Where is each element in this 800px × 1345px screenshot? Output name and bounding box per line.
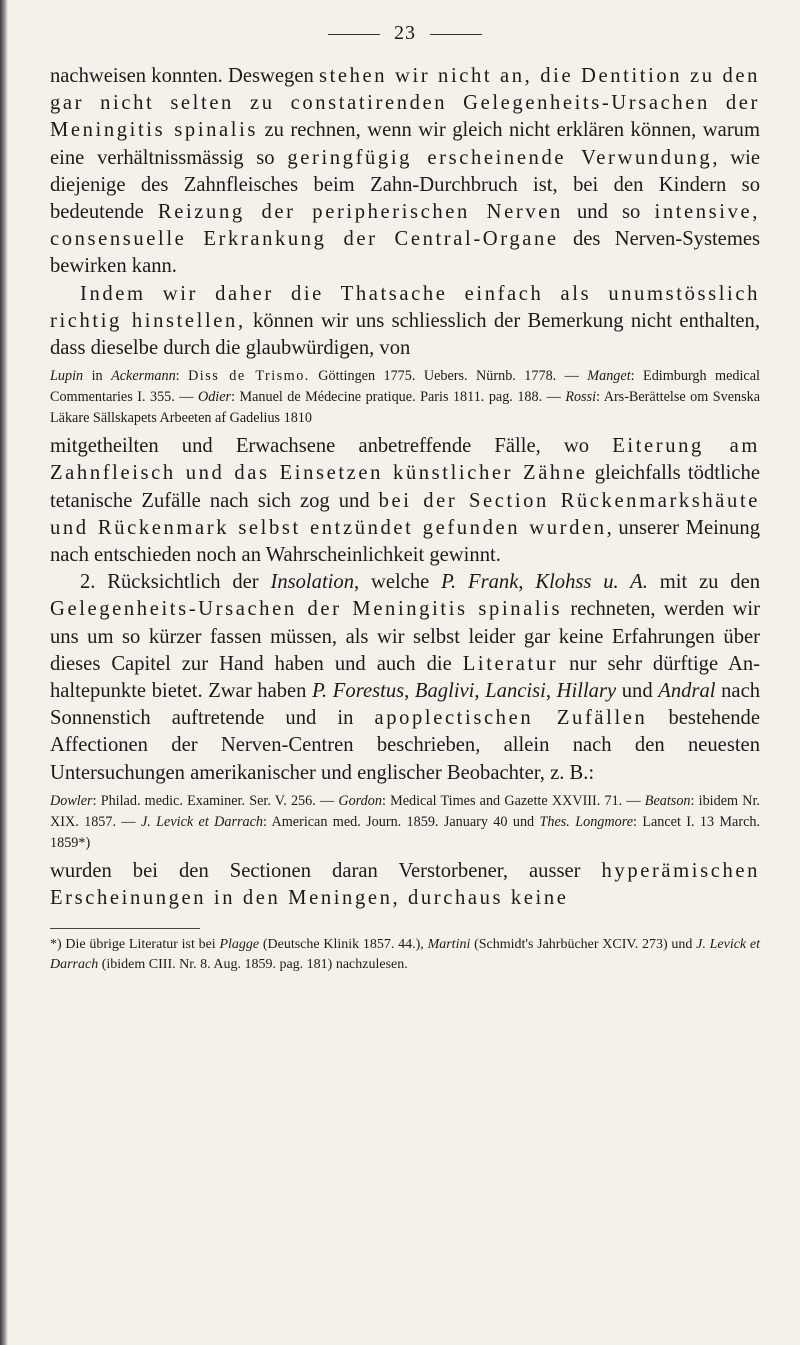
paragraph-dentition (50, 63, 760, 281)
italic-term: Insolation (270, 571, 354, 594)
author-name: Martini (427, 937, 471, 953)
author-name: Rossi (565, 389, 597, 406)
ref-text: : (175, 368, 189, 385)
text-run: nur sehr dürftige Anhaltepunkte bietet. Zwar haben (50, 652, 760, 703)
text-run: , wie diejenige des Zahnfleisches beim Zahn-Durchbruch ist, bei den Kindern so bedeutende (50, 146, 760, 224)
footnote-text: (Schmidt's Jahrbücher XCIV. 273) und (470, 937, 697, 953)
page-number-line (50, 22, 760, 45)
author-name: Beatson (644, 792, 691, 809)
page-binding-edge (0, 0, 8, 1345)
text-run: , unserer Meinung nach entschieden noch an Wahrscheinlichkeit gewinnt. (50, 516, 760, 567)
author-name: J. Levick et Darrach (140, 813, 263, 830)
text-run: 2. Rücksichtlich der (80, 571, 271, 594)
footnote-text: *) Die übrige Literatur ist bei (50, 937, 220, 953)
spaced-emphasis: hyperämischen Erscheinungen in den Meningen, durchaus keine (50, 859, 760, 910)
author-name: Ackermann (111, 368, 176, 385)
footnote-text: (ibidem CIII. Nr. 8. Aug. 1859. pag. 181) nachzulesen. (98, 957, 408, 973)
author-name: Klohss u. A. (535, 571, 648, 594)
text-run: bestehende Affectionen der Nerven-Centren beschrieben, allein nach den neuesten Untersuchungen amerikanischer und englischer Beobachter, z. B.: (50, 707, 760, 784)
ref-title-spaced: Diss de Trismo. (188, 368, 310, 385)
dash-left (328, 34, 380, 35)
text-run: mitgetheilten und Erwachsene anbetreffende Fälle, wo (50, 435, 613, 458)
spaced-emphasis: apoplectischen Zufällen (374, 707, 648, 730)
paragraph-eiterung (50, 433, 760, 569)
spaced-emphasis: stehen wir nicht an, die Dentition zu den gar nicht selten zu constatirenden Gelegenheits-Ursachen der Meningitis spinalis (50, 65, 760, 142)
text-run: und (616, 680, 659, 703)
ref-text: : Philad. medic. Examiner. Ser. V. 256. — (92, 792, 339, 809)
spaced-emphasis: Eiterung am Zahnfleisch und das Einsetzen künstlicher Zähne (50, 435, 760, 485)
author-name: Odier (197, 389, 232, 406)
spaced-emphasis: Reizung der peripherischen Nerven (157, 201, 563, 224)
author-name: P. Forestus (312, 680, 405, 703)
text-run: , (518, 571, 536, 594)
text-run: wurden bei den Sectionen daran Verstorbener, ausser (50, 859, 602, 882)
author-name: Lancisi (485, 680, 546, 703)
author-name: Andral (658, 680, 716, 703)
ref-text: : Ars-Berättelse om Svenska Läkare Sällskapets Arbeeten af Gadelius 1810 (50, 389, 761, 427)
ref-text: : Medical Times and Gazette XXVIII. 71. — (381, 792, 645, 809)
author-name: J. Levick et Darrach (50, 937, 760, 973)
book-page (50, 22, 760, 975)
author-name: Thes. Longmore (539, 813, 634, 830)
references-block-1 (50, 366, 760, 429)
author-name: P. Frank (441, 571, 519, 594)
text-run: , (404, 680, 415, 703)
author-name: Lupin (50, 368, 84, 385)
footnote-rule (50, 928, 200, 929)
paragraph-insolation (50, 569, 760, 787)
footnote (50, 935, 760, 975)
text-run: zu rechnen, wenn wir gleich nicht erklären können, warum eine verhältnissmässig so (50, 119, 760, 169)
ref-text: : Manuel de Médecine pratique. Paris 1811. pag. 188. — (231, 389, 566, 406)
paragraph-sectionen (50, 858, 760, 912)
ref-text: : Lancet I. 13 March. 1859*) (50, 813, 761, 851)
text-run: , (545, 680, 557, 703)
page-number: 23 (394, 22, 416, 44)
text-run: mit zu den (647, 571, 761, 594)
spaced-emphasis: Gelegenheits-Ursachen der Meningitis spinalis (50, 598, 563, 621)
spaced-emphasis: bei der Section Rückenmarkshäute und Rückenmark selbst entzündet gefunden wurden (50, 489, 761, 539)
author-name: Manget (587, 368, 631, 385)
author-name: Baglivi (414, 680, 475, 703)
ref-text: : ibidem Nr. XIX. 1857. — (50, 792, 760, 830)
footnote-text: (Deutsche Klinik 1857. 44.), (259, 937, 428, 953)
dash-right (430, 34, 482, 35)
text-run: können wir uns schliesslich der Bemerkung nicht enthalten, dass dieselbe durch die glaubwürdigen, von (50, 309, 761, 360)
spaced-emphasis: geringfügig erscheinende Verwundung (287, 146, 713, 169)
author-name: Gordon (338, 792, 382, 809)
spaced-emphasis: Indem wir daher die Thatsache einfach als unumstösslich richtig hinstellen, (50, 282, 760, 332)
text-run: gleichfalls tödtliche tetanische Zufälle nach sich zog und (50, 462, 760, 512)
author-name: Hillary (556, 680, 617, 703)
text-run: des Nerven-Systemes bewirken kann. (50, 228, 760, 278)
paragraph-thatsache (50, 281, 760, 363)
ref-text: Göttingen 1775. Uebers. Nürnb. 1778. — (309, 368, 588, 385)
spaced-emphasis: intensive, consensuelle Erkrankung der Central-Organe (50, 201, 760, 251)
ref-text: : American med. Journ. 1859. January 40 und (263, 813, 540, 830)
references-block-2 (50, 791, 760, 854)
text-run: nachweisen konnten. Deswegen (50, 65, 319, 87)
text-run: und so (562, 201, 655, 224)
ref-text: in (83, 368, 112, 385)
author-name: Plagge (219, 937, 260, 953)
text-run: rechneten, werden wir uns um so kürzer fassen müssen, als wir selbst leider gar keine Erfahrungen über dieses Capitel zur Hand haben und auch die (50, 598, 760, 675)
text-run: nach Sonnenstich auftretende und in (50, 680, 761, 730)
spaced-emphasis: Literatur (462, 652, 559, 675)
author-name: Dowler (50, 792, 93, 809)
ref-text: : Edimburgh medical Commentaries I. 355. — (50, 368, 760, 406)
text-run: , welche (354, 571, 442, 594)
text-run: , (474, 680, 486, 703)
